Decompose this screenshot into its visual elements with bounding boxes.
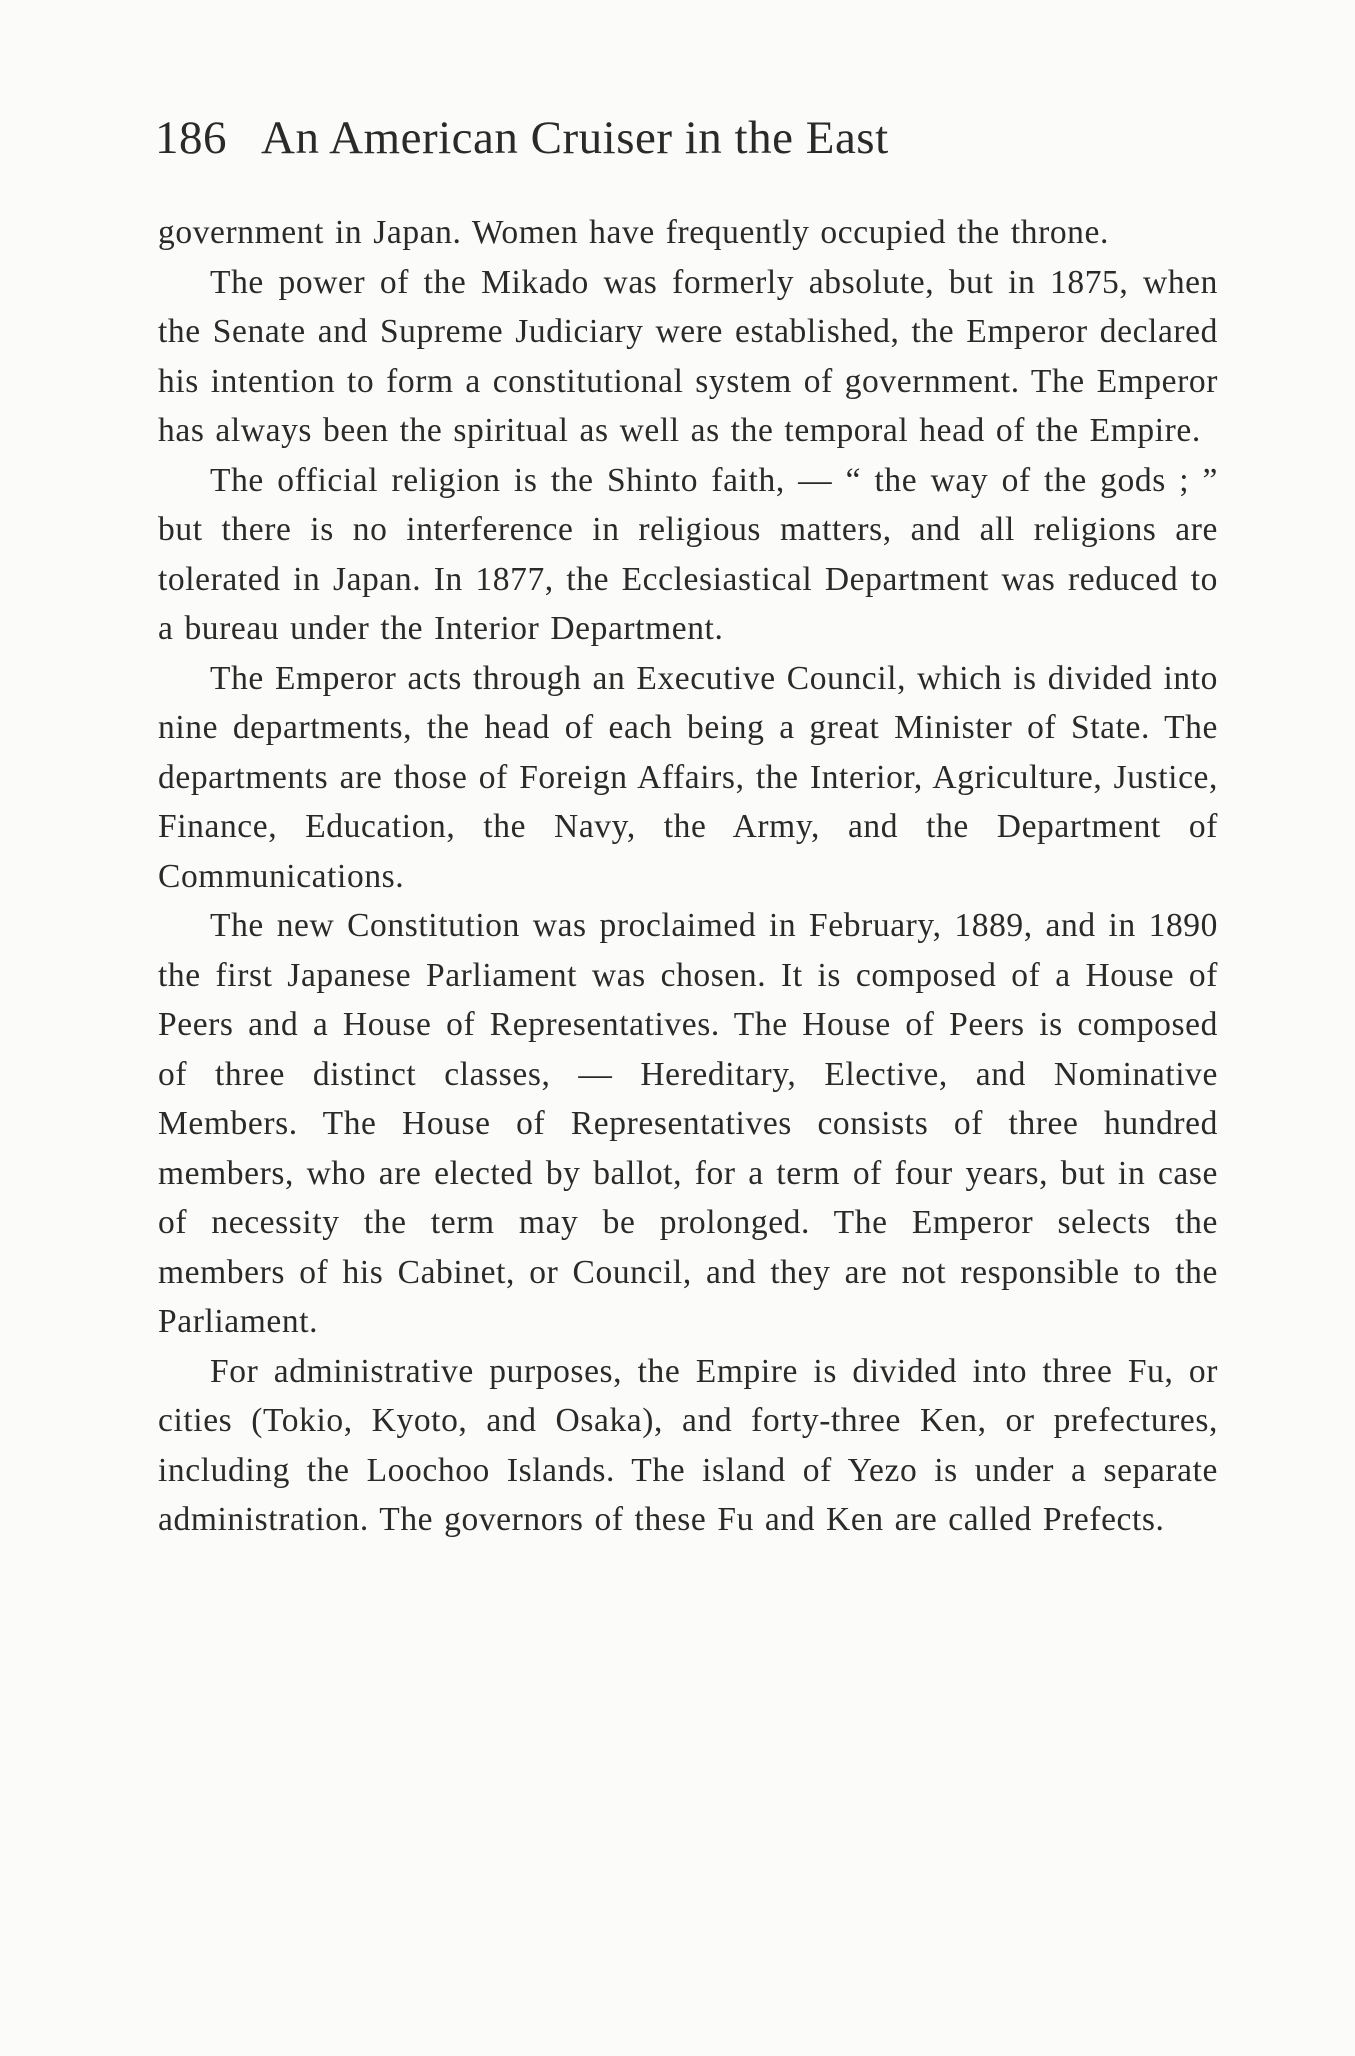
paragraph-continued: government in Japan. Women have frequently occupied the throne. [158,214,1109,251]
paragraph-constitution: The new Constitution was proclaimed in February, 1889, and in 1890 the first Japanese Parliament was chosen. It is composed of a House of Peers and a House of Representatives. The House of Peers is composed of three distinct classes, — Hereditary, Elective, and Nominative Members. The House of Representatives consists of three hundred members, who are elected by ballot, for a term of four years, but in case of necessity the term may be prolonged. The Emperor selects the members of his Cabinet, or Council, and they are not responsible to the Parliament. [158,907,1218,1340]
paragraph-mikado-power: The power of the Mikado was formerly absolute, but in 1875, when the Senate and Supreme Judiciary were established, the Emperor declared his intention to form a constitutional system of government. The Emperor has always been the spiritual as well as the temporal head of the Empire. [158,263,1218,449]
paragraph-administration: For administrative purposes, the Empire is divided into three Fu, or cities (Tokio, Kyoto, and Osaka), and forty-three Ken, or prefectures, including the Loochoo Islands. The island of Yezo is under a separate administration. The governors of these Fu and Ken are called Prefects. [158,1352,1218,1538]
paragraph-executive-council: The Emperor acts through an Executive Council, which is divided into nine departments, the head of each being a great Minister of State. The departments are those of Foreign Affairs, the Interior, Agriculture, Justice, Finance, Education, the Navy, the Army, and the Department of Communications. [158,659,1218,895]
body-text [158,208,1218,1545]
running-head-title: An American Cruiser in the East [261,112,889,164]
paragraph-official-religion: The official religion is the Shinto faith, — “ the way of the gods ; ” but there is no interference in religious matters, and all religions are tolerated in Japan. In 1877, the Ecclesiastical Department was reduced to a bureau under the Interior Department. [158,461,1218,647]
page-number: 186 [155,112,227,164]
running-head [155,108,1115,168]
